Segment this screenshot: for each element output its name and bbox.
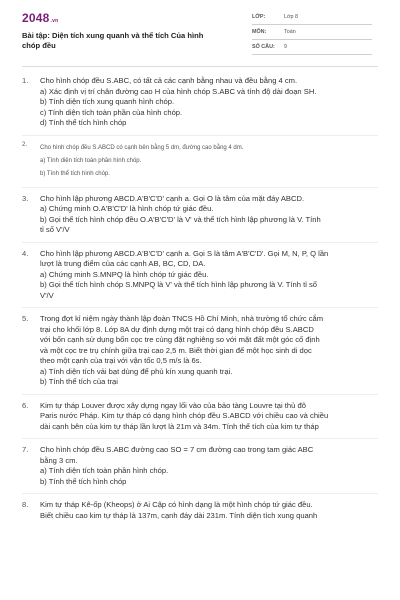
problem-line: Trong đợt kỉ niệm ngày thành lập đoàn TNCS Hồ Chí Minh, nhà trường tổ chức cắm <box>40 314 324 323</box>
problem-line: tỉ số V'/V <box>40 225 70 234</box>
meta-underline <box>252 39 372 40</box>
problem-line: b) Tính diện tích xung quanh hình chóp. <box>40 97 175 106</box>
problem-number: 3. <box>22 193 29 203</box>
problem-divider <box>22 187 378 188</box>
problem-line: Paris nước Pháp. Kim tự tháp có dạng hình chóp đều S.ABCD với chiều cao và chiều <box>40 411 329 420</box>
problem-number: 4. <box>22 248 29 258</box>
problem-line: b) Tính thể tích hình chóp. <box>40 170 110 177</box>
problem-number: 6. <box>22 400 29 410</box>
problem-divider <box>22 394 378 395</box>
brand-logo[interactable] <box>22 11 58 25</box>
problem-line: trại cho khối lớp 8. Lớp 8A dự định dựng một trại có dạng hình chóp đều S.ABCD <box>40 324 314 334</box>
meta-underline <box>252 24 372 25</box>
problem-2 <box>0 142 400 181</box>
meta-label: LỚP: <box>252 14 266 20</box>
problem-line: a) Xác định vị trí chân đường cao H của hình chóp S.ABC và tính độ dài đoạn SH. <box>40 86 317 96</box>
problem-line: theo một cạnh của trại với vận tốc 0,5 m/s là 6s. <box>40 356 202 365</box>
meta-row-subject <box>252 27 372 40</box>
problem-divider <box>22 493 378 494</box>
problem-line: b) Gọi thể tích hình chóp đều O.A'B'C'D' là V' và thể tích hình lập phương là V. Tính <box>40 214 321 224</box>
problem-divider <box>22 307 378 308</box>
problem-line: c) Tính diện tích toàn phần của hình chóp. <box>40 107 183 117</box>
meta-row-count <box>252 42 372 55</box>
problem-line: b) Tính thể tích của trại <box>40 377 118 386</box>
problem-line: b) Tính thể tích hình chóp <box>40 476 127 486</box>
problem-divider <box>22 135 378 136</box>
problem-line: a) Tính diện tích toàn phần hình chóp. <box>40 466 169 475</box>
problem-line: dài cạnh bên của kim tự tháp lần lượt là 21m và 34m. Tính thể tích của kim tự tháp <box>40 421 319 431</box>
worksheet-title: Bài tập: Diện tích xung quanh và thể tích Của hình chóp đều <box>22 31 204 50</box>
problem-line: V'/V <box>40 290 54 300</box>
problem-line: a) Chứng minh O.A'B'C'D' là hình chóp tứ giác đều. <box>40 204 214 213</box>
problem-number: 8. <box>22 500 29 509</box>
problem-line: Cho hình chóp đều S.ABC, có tất cả các cạnh bằng nhau và đều bằng 4 cm. <box>40 76 298 85</box>
problem-number: 2. <box>22 141 28 148</box>
problem-list <box>0 76 400 534</box>
problem-6 <box>0 401 400 433</box>
problem-7 <box>0 445 400 487</box>
problem-1 <box>0 76 400 129</box>
problem-line: d) Tính thể tích hình chóp <box>40 118 127 127</box>
problem-5 <box>0 314 400 388</box>
brand-name: 2048 <box>22 11 50 25</box>
problem-line: Cho hình chóp đều S.ABCD có cạnh bên bằng 5 dm, đường cao bằng 4 dm. <box>40 144 244 151</box>
problem-3 <box>0 194 400 236</box>
problem-divider <box>22 438 378 439</box>
problem-line: và một cọc tre trụ chính giữa trại cao 2,5 m. Biết thời gian để một học sinh di dọc <box>40 345 312 355</box>
meta-label: MÔN: <box>252 29 267 35</box>
brand-suffix: .vn <box>50 18 59 24</box>
problem-line: Kim tự tháp Kê-ốp (Kheops) ở Ai Cập có hình dạng là một hình chóp tứ giác đều. <box>40 500 313 509</box>
problem-line: Biết chiều cao kim tự tháp là 137m, cạnh đáy dài 231m. Tính diện tích xung quanh <box>40 510 318 520</box>
meta-value: Lớp 8 <box>284 14 299 20</box>
header-divider <box>22 66 378 67</box>
problem-line: bằng 3 cm. <box>40 455 78 465</box>
problem-number: 1. <box>22 76 29 85</box>
problem-line: a) Tính diện tích toàn phần hình chóp. <box>40 157 142 164</box>
meta-underline <box>252 54 372 55</box>
problem-line: a) Tính diện tích vải bạt dùng để phủ kín xung quanh trại. <box>40 366 233 376</box>
problem-line: Cho hình lập phương ABCD.A'B'C'D' cạnh a. Gọi O là tâm của mặt đáy ABCD. <box>40 193 305 203</box>
problem-line: Cho hình lập phương ABCD.A'B'C'D' cạnh a. Gọi S là tâm A'B'C'D'. Gọi M, N, P, Q lần <box>40 248 329 258</box>
problem-line: lượt là trung điểm của các cạnh AB, BC, CD, DA. <box>40 259 206 268</box>
meta-label: SỐ CÂU: <box>252 44 275 50</box>
problem-line: Cho hình chóp đều S.ABC đường cao SO = 7 cm đường cao trong tam giác ABC <box>40 445 314 454</box>
meta-value: Toán <box>284 29 296 35</box>
page-header <box>0 0 400 56</box>
problem-line: a) Chứng minh S.MNPQ là hình chóp tứ giác đều. <box>40 269 209 279</box>
problem-line: với bốn cạnh sử dụng bốn cọc tre cùng đặt nghiêng so với mặt đất một góc cố định <box>40 335 320 344</box>
problem-4 <box>0 249 400 302</box>
meta-value: 9 <box>284 44 287 50</box>
problem-divider <box>22 242 378 243</box>
problem-number: 7. <box>22 445 29 454</box>
problem-line: Kim tự tháp Louver được xây dựng ngay lối vào của bảo tàng Louvre tại thủ đô <box>40 400 306 410</box>
problem-8 <box>0 500 400 521</box>
problem-number: 5. <box>22 314 29 323</box>
problem-line: b) Gọi thể tích hình chóp S.MNPQ là V' và thể tích hình lập phương là V. Tính tỉ số <box>40 280 318 289</box>
meta-row-class <box>252 12 372 25</box>
